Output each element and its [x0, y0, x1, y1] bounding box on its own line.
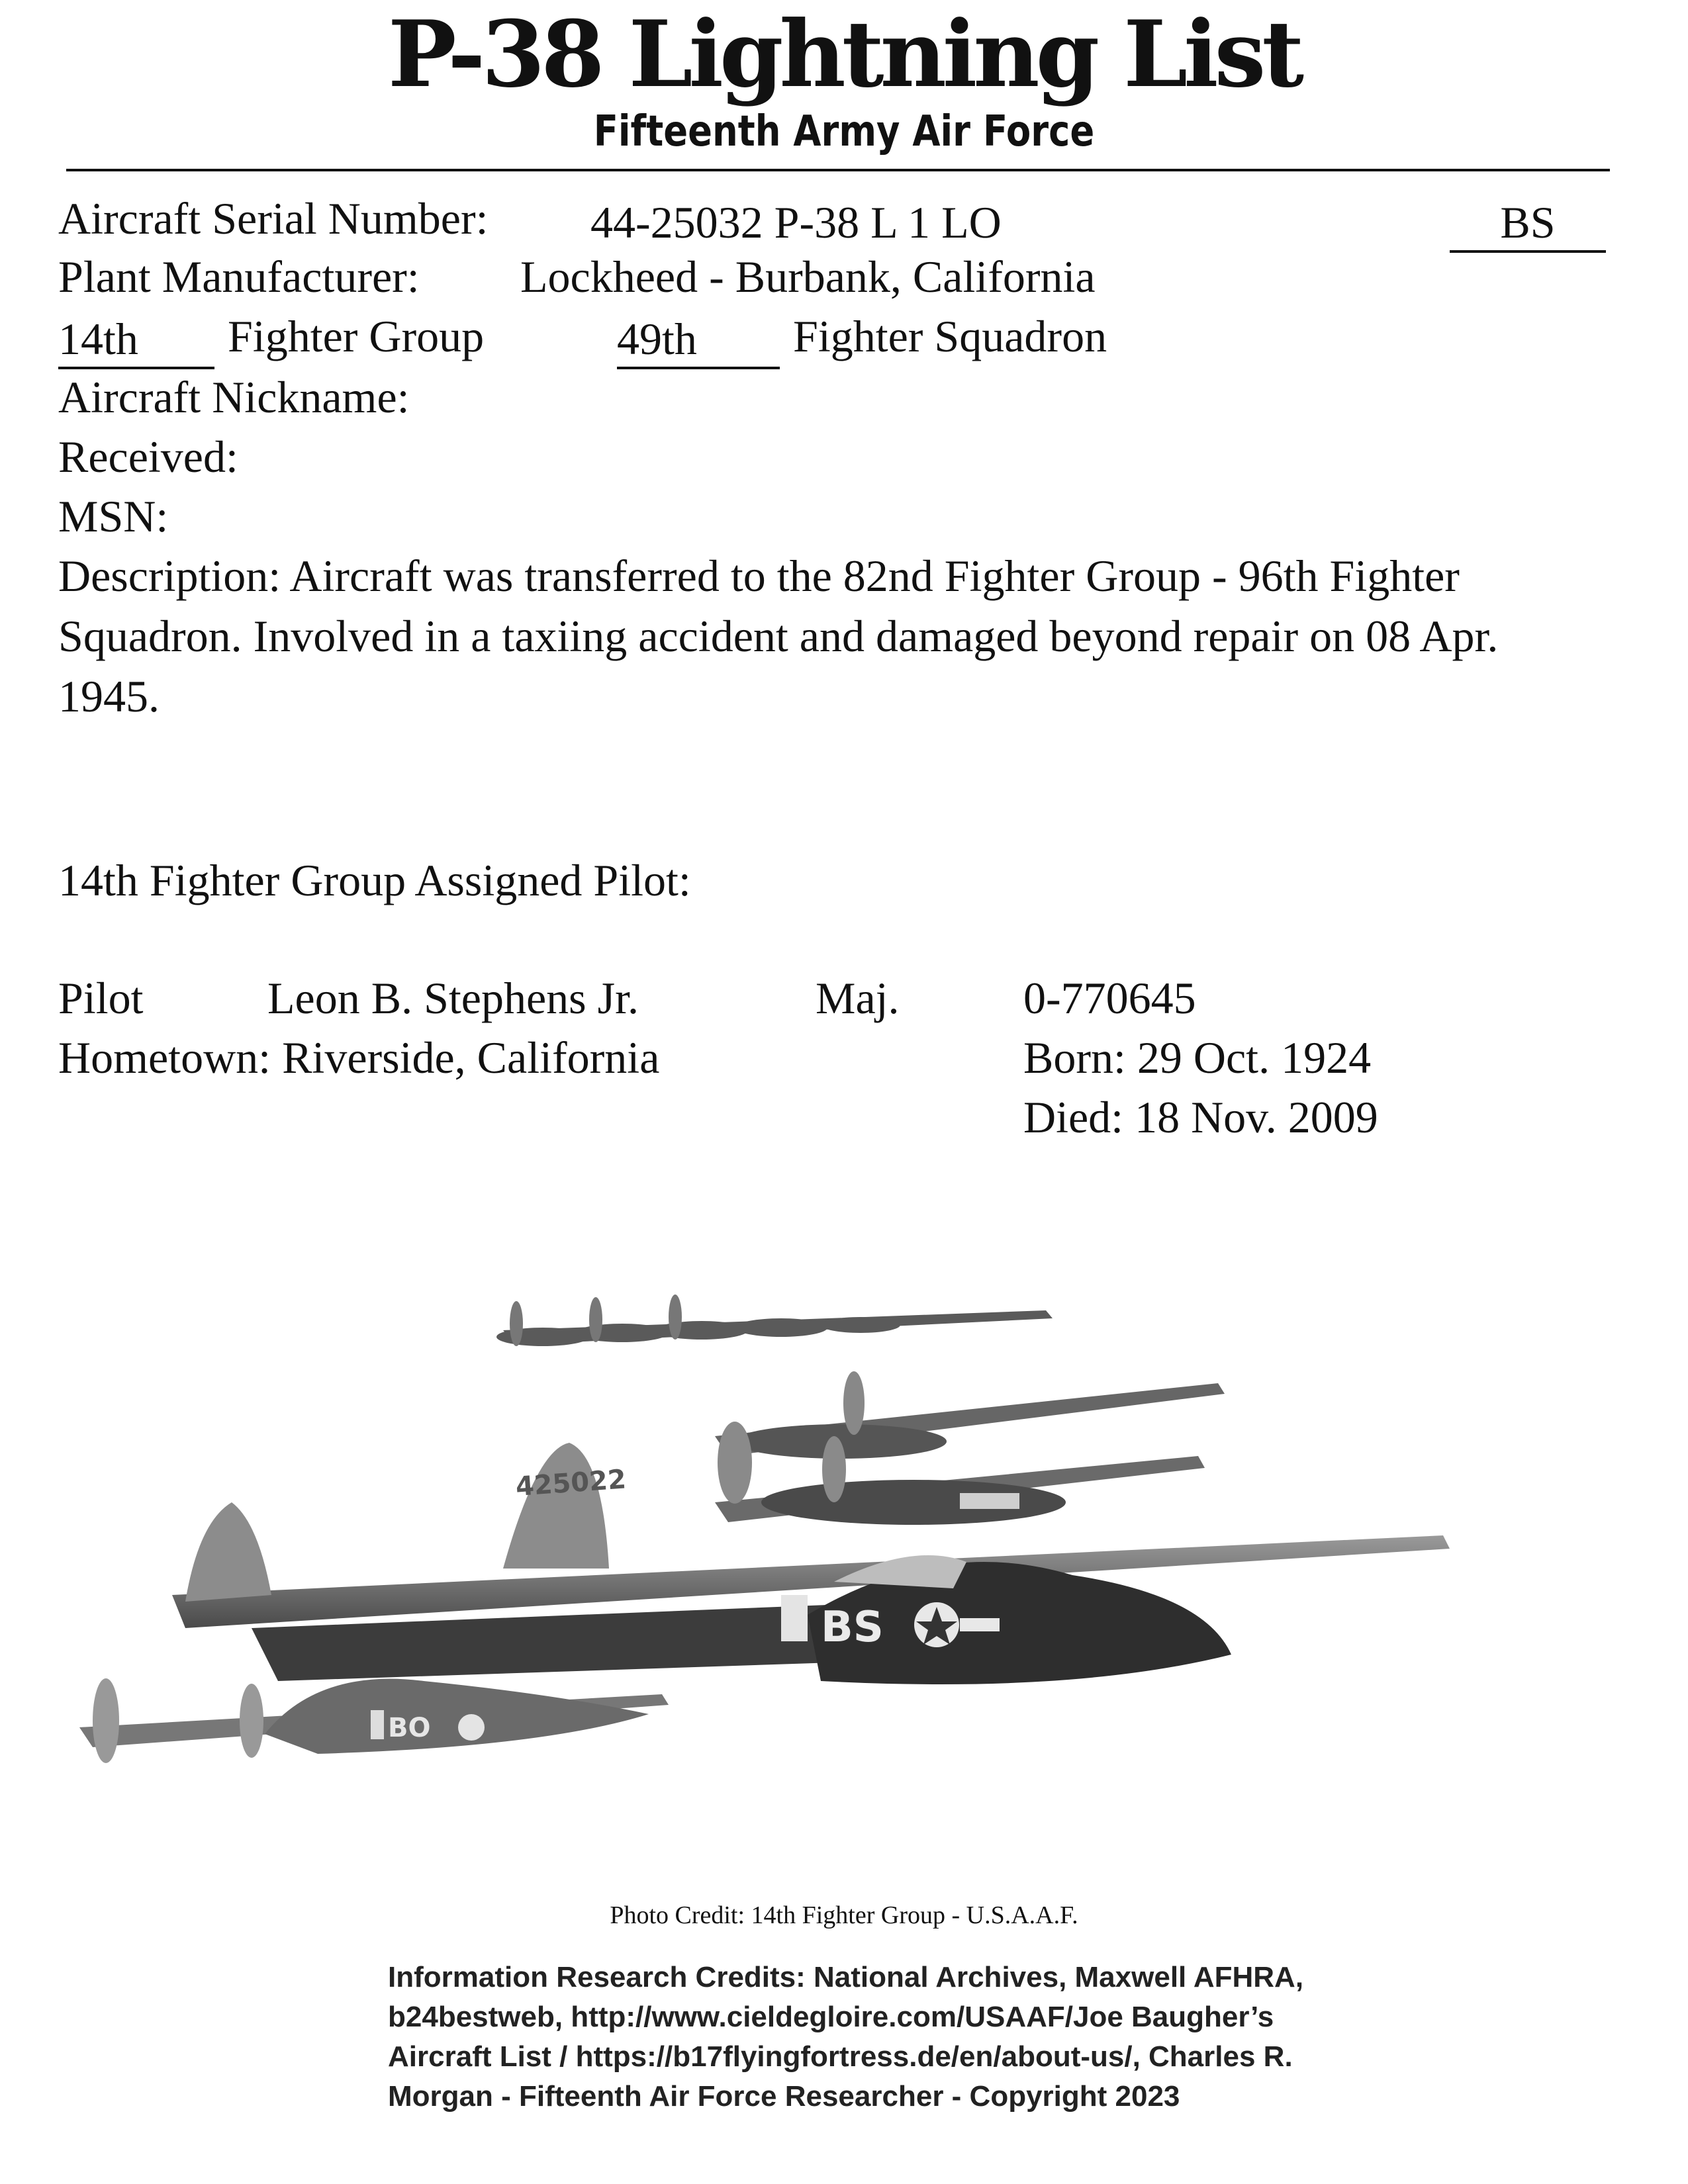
pilot-died: Died: 18 Nov. 2009: [1023, 1092, 1378, 1142]
nickname-label: Aircraft Nickname:: [58, 372, 410, 422]
plant-label: Plant Manufacturer:: [58, 251, 420, 302]
distant-aircraft-group: [496, 1295, 1053, 1346]
research-credit-line-1: Information Research Credits: National Archives, Maxwell AFHRA,: [388, 1961, 1304, 1993]
lower-aircraft-bo: [79, 1678, 669, 1763]
plant-value: Lockheed - Burbank, California: [520, 251, 1096, 302]
description-text: Aircraft was transferred to the 82nd Fighter Group - 96th Fighter Squadron. Involved in a taxiing accident and damaged beyond repair on 08 Apr. 1945.: [58, 551, 1499, 721]
group-number: 14th: [58, 312, 214, 369]
p38-formation-photo: [79, 1284, 1536, 1800]
serial-value: 44-25032 P-38 L 1 LO: [590, 197, 1002, 248]
pilot-hometown: Hometown: Riverside, California: [58, 1032, 660, 1083]
page-subtitle: Fifteenth Army Air Force: [593, 107, 1095, 156]
group-label: Fighter Group: [228, 311, 485, 361]
pilot-service-number: 0-770645: [1023, 973, 1196, 1023]
pilot-section-heading: 14th Fighter Group Assigned Pilot:: [58, 855, 691, 905]
middle-aircraft-group: [715, 1371, 1225, 1525]
page-title: P-38 Lightning List: [387, 0, 1301, 108]
research-credit-line-2: b24bestweb, http://www.cieldegloire.com/USAAF/Joe Baugher’s: [388, 2001, 1274, 2033]
squadron-code: BS: [1450, 196, 1606, 253]
photo-credit: Photo Credit: 14th Fighter Group - U.S.A.A.F.: [610, 1901, 1078, 1929]
description-label: Description:: [58, 551, 281, 601]
main-aircraft-code: BS: [821, 1603, 884, 1652]
research-credit-line-3: Aircraft List / https://b17flyingfortress.de/en/about-us/, Charles R.: [388, 2040, 1293, 2073]
lower-aircraft-code: BO: [388, 1713, 431, 1743]
header-divider: [66, 169, 1610, 171]
serial-label: Aircraft Serial Number:: [58, 193, 489, 244]
tail-serial: 425022: [514, 1464, 628, 1502]
squadron-number: 49th: [617, 312, 780, 369]
pilot-role: Pilot: [58, 973, 144, 1023]
received-label: Received:: [58, 432, 238, 482]
pilot-rank: Maj.: [816, 973, 900, 1023]
main-aircraft-bs: [172, 1443, 1450, 1684]
msn-label: MSN:: [58, 491, 169, 541]
pilot-name: Leon B. Stephens Jr.: [267, 973, 639, 1023]
description-block: [58, 546, 1568, 727]
pilot-born: Born: 29 Oct. 1924: [1023, 1032, 1372, 1083]
squadron-label: Fighter Squadron: [793, 311, 1107, 361]
research-credit-line-4: Morgan - Fifteenth Air Force Researcher - Copyright 2023: [388, 2080, 1180, 2113]
